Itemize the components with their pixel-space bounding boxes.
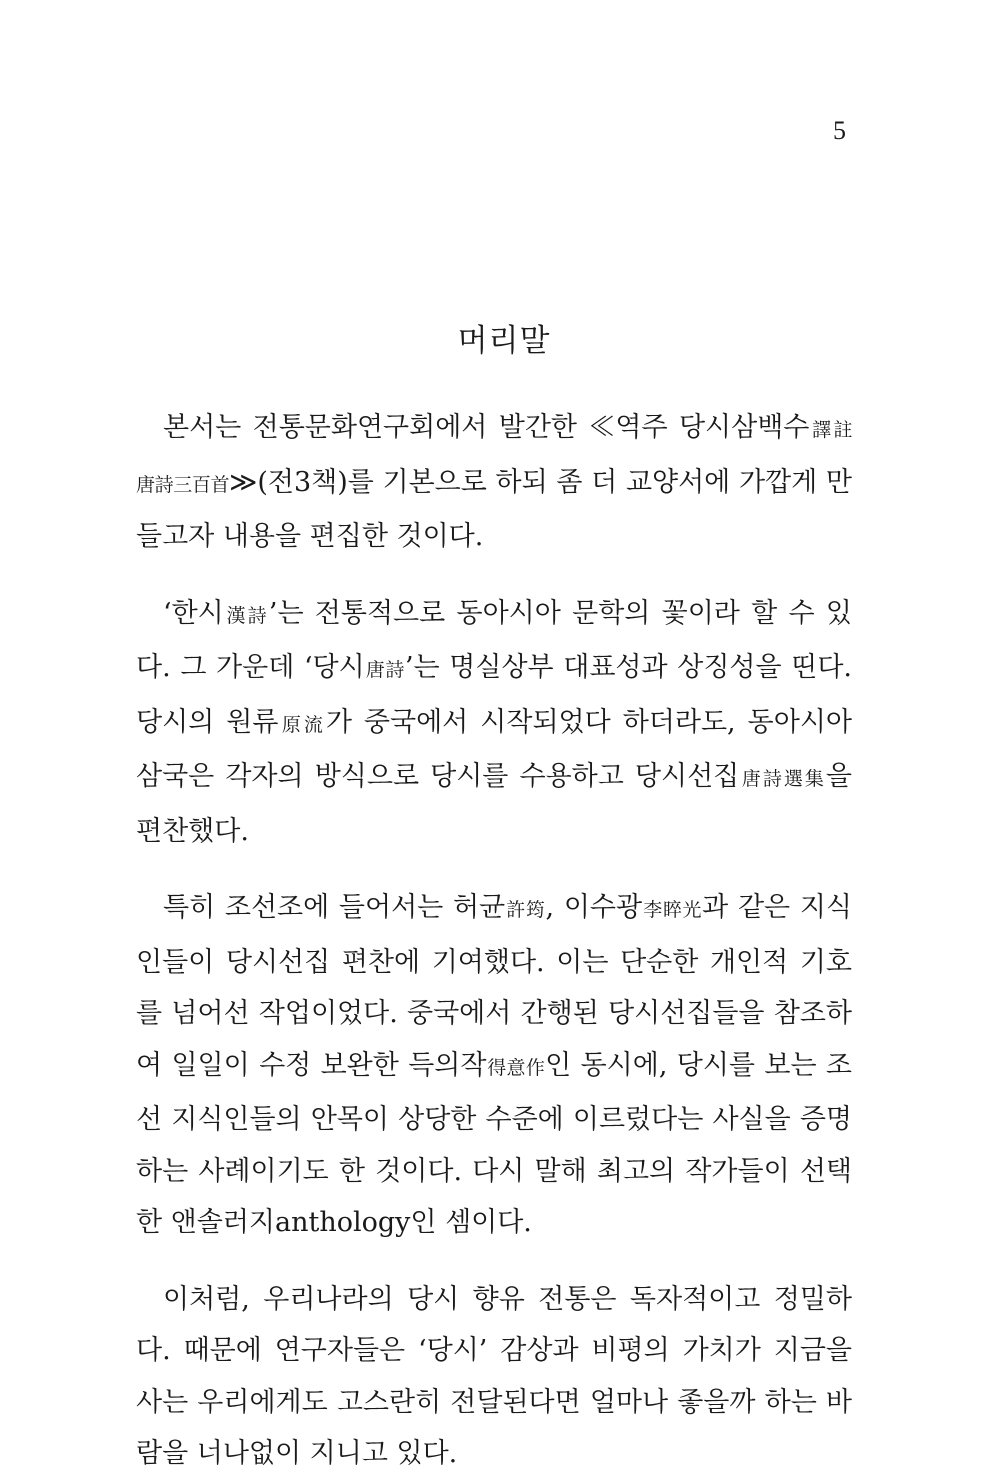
body-paragraph <box>136 588 852 858</box>
hanja-annotation: 唐詩 <box>364 659 405 681</box>
body-paragraph <box>136 402 852 563</box>
paragraph-text: 이처럼, 우리나라의 당시 향유 전통은 독자적이고 정밀하다. 때문에 연구자들은 ‘당시’ 감상과 비평의 가치가 지금을 사는 우리에게도 고스란히 전달된다면 얼마나 좋을까 하는 바람을 너나없이 지니고 있다. <box>136 1283 852 1469</box>
body-paragraph <box>136 882 852 1249</box>
body-paragraph <box>136 1274 852 1480</box>
paragraph-text: 특히 조선조에 들어서는 허균 <box>163 892 506 923</box>
paragraph-text: 인 동시에, 당시를 보는 조선 지식인들의 안목이 상당한 수준에 이르렀다는 사실을 증명하는 사례이기도 한 것이다. 다시 말해 최고의 작가들이 선택한 앤솔러지anthology인 셈이다. <box>136 1049 852 1238</box>
page-title: 머리말 <box>457 322 551 359</box>
paragraph-text: ’는 명실상부 대표성과 상징성을 띤다. 당시의 원류 <box>136 652 852 738</box>
hanja-annotation: 許筠 <box>505 899 546 921</box>
hanja-annotation: 唐詩選集 <box>739 768 826 790</box>
paragraph-text: 본서는 전통문화연구회에서 발간한 ≪역주 당시삼백수 <box>163 412 810 443</box>
paragraph-text: ≫(전3책)를 기본으로 하되 좀 더 교양서에 가깝게 만들고자 내용을 편집한 것이다. <box>136 466 852 552</box>
paragraph-text: 을 편찬했다. <box>136 761 852 847</box>
paragraph-text: ‘한시 <box>163 597 224 629</box>
hanja-annotation: 原流 <box>278 713 326 736</box>
paragraph-text: 과 같은 지식인들이 당시선집 편찬에 기여했다. 이는 단순한 개인적 기호를 넘어선 작업이었다. 중국에서 간행된 당시선집들을 참조하여 일일이 수정 보완한 득의작 <box>136 892 852 1081</box>
paragraph-text: , 이수광 <box>545 892 643 923</box>
hanja-annotation: 得意作 <box>486 1056 546 1079</box>
page-number: 5 <box>833 116 846 145</box>
hanja-annotation: 漢詩 <box>223 604 269 627</box>
preface-body <box>136 402 852 1480</box>
paragraph-text: ’는 전통적으로 동아시아 문학의 꽃이라 할 수 있다. 그 가운데 ‘당시 <box>136 597 852 683</box>
hanja-annotation: 李睟光 <box>642 899 703 921</box>
paragraph-text: 가 중국에서 시작되었다 하더라도, 동아시아 삼국은 각자의 방식으로 당시를 수용하고 당시선집 <box>136 706 852 792</box>
hanja-annotation: 譯註唐詩三百首 <box>136 419 852 496</box>
